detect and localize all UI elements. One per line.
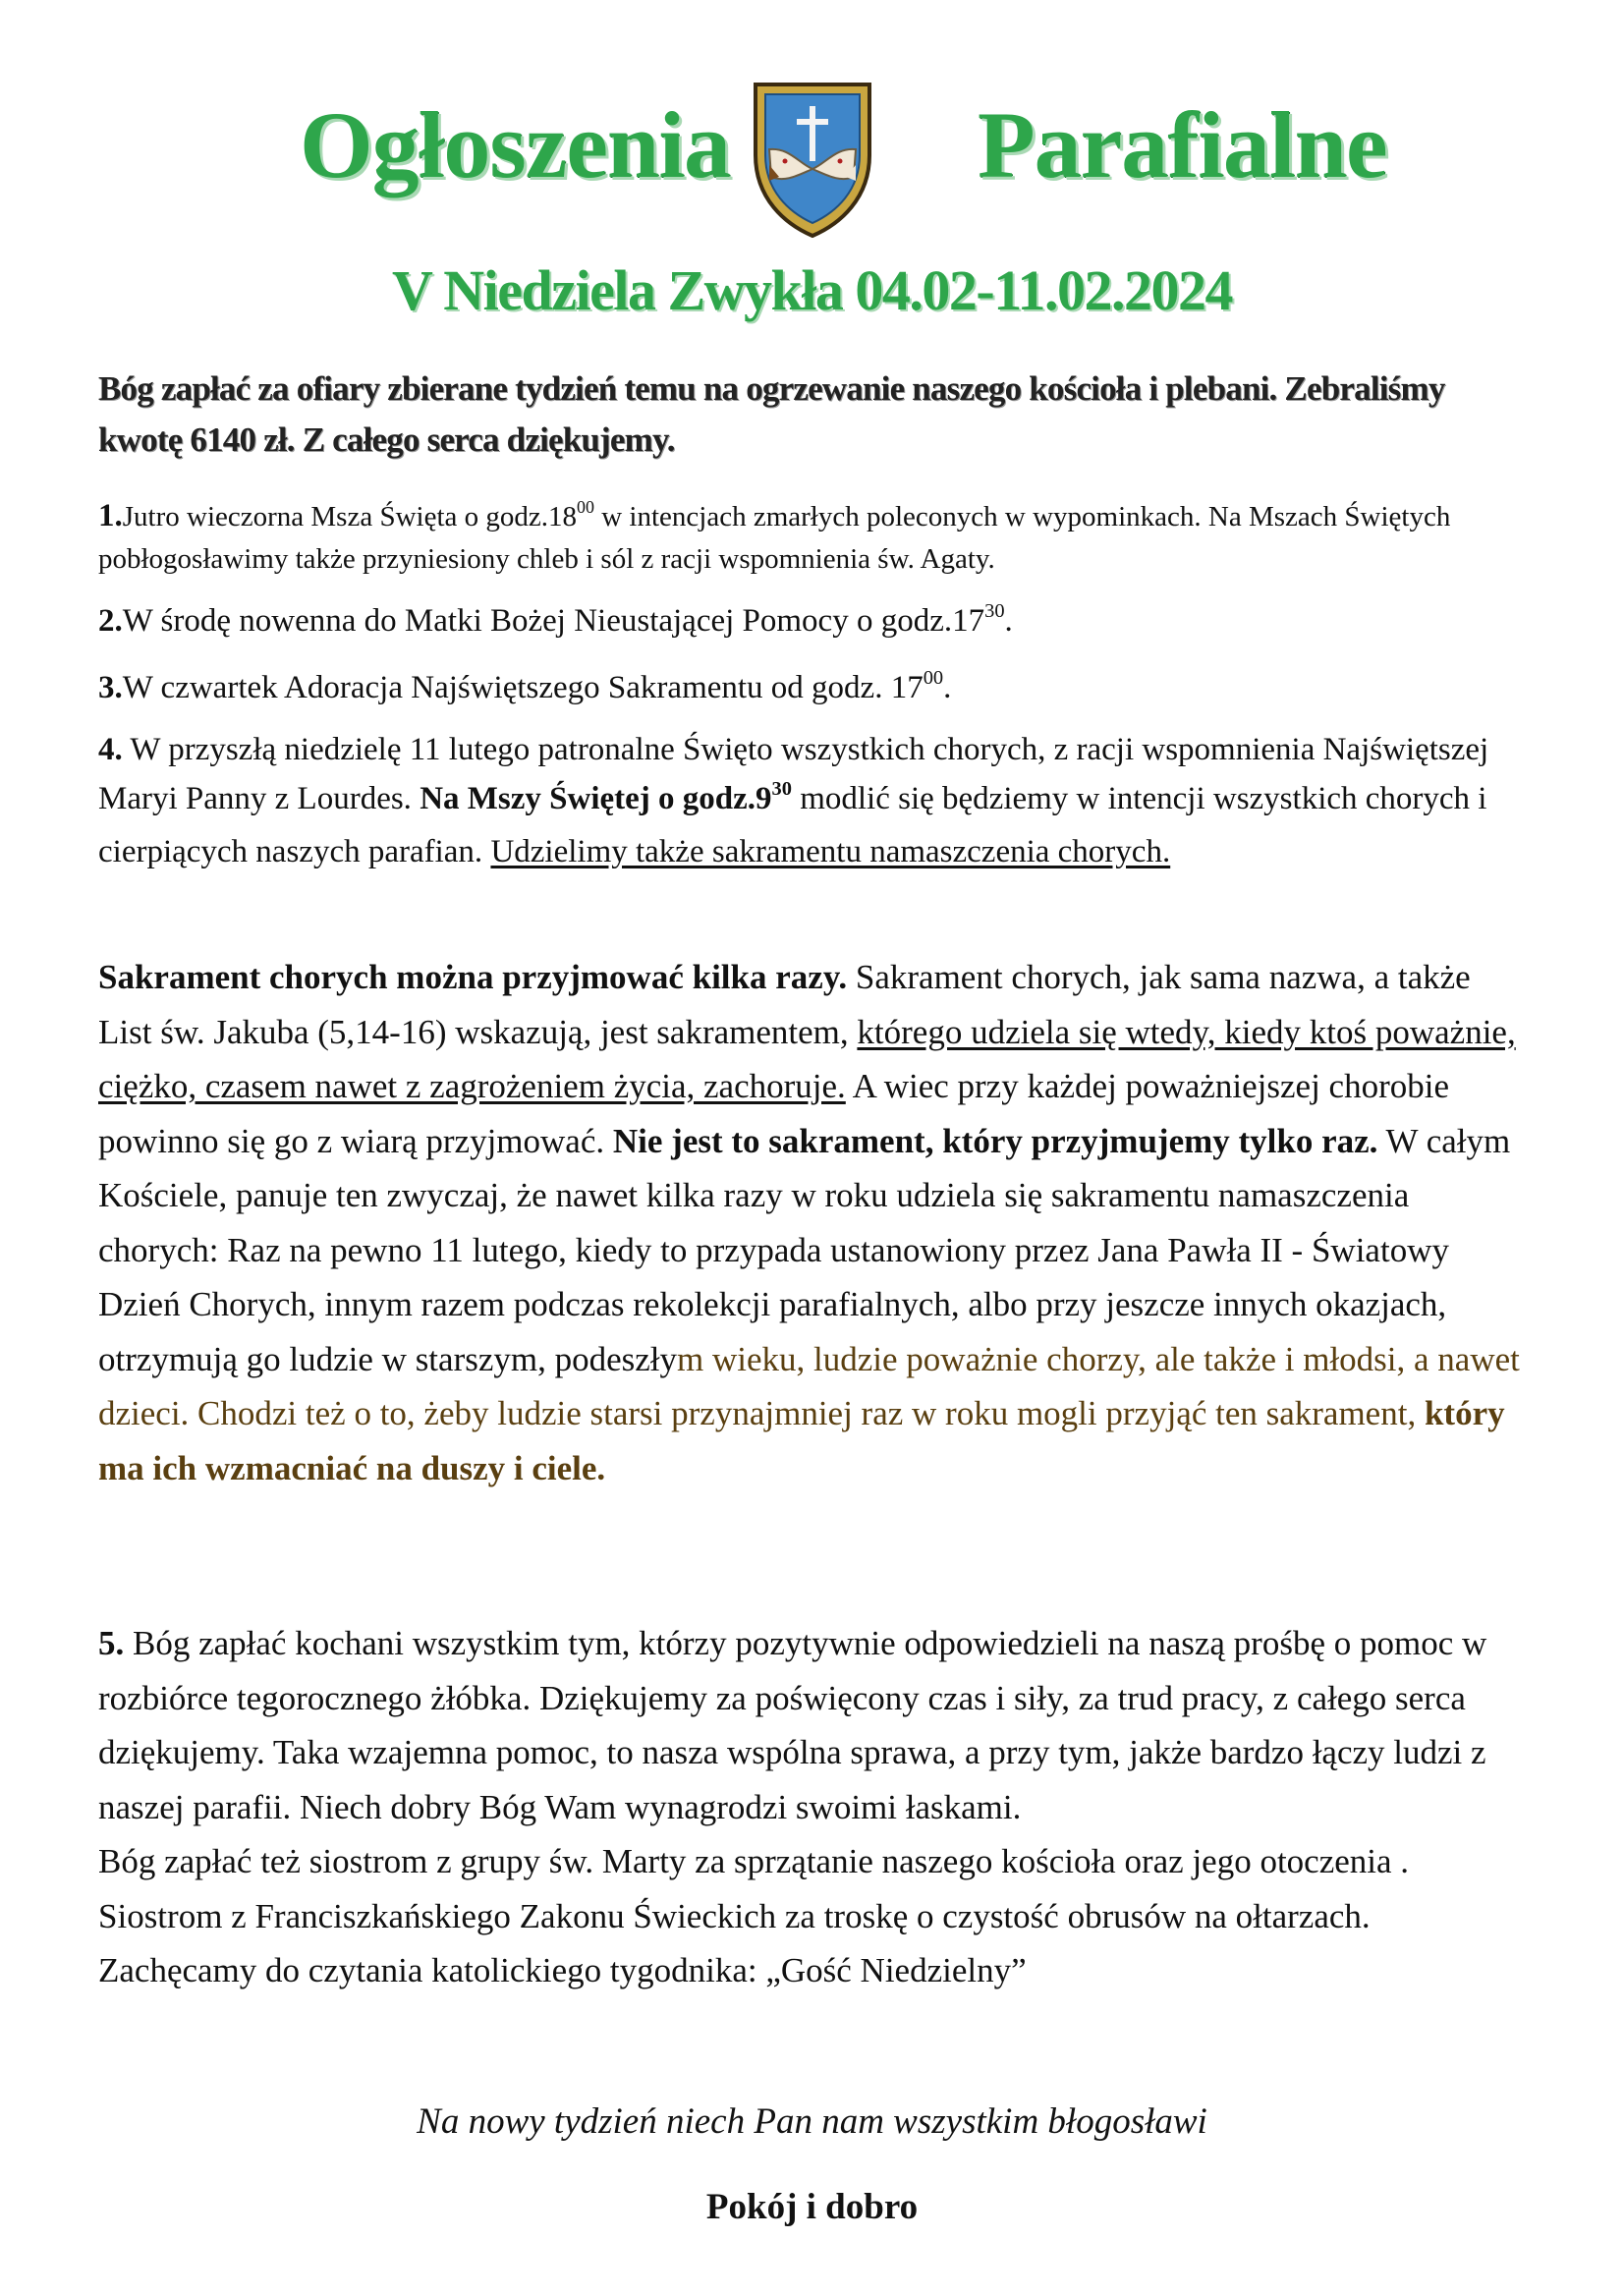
paragraph	[98, 1616, 1523, 1834]
item-text: Jutro wieczorna Msza Święta o godz.18	[122, 501, 578, 532]
title-left: Ogłoszenia	[300, 92, 730, 197]
announcement-1	[98, 496, 1523, 579]
paragraph-text: Sakrament chorych, jak sama nazwa, a także List św. Jakuba (5,14-16) wskazują, jest sakramentem,	[98, 958, 1471, 1051]
bold-text: który ma ich wzmacniać na duszy i ciele.	[98, 1394, 1505, 1487]
superscript: 00	[577, 497, 594, 518]
item-text: W czwartek Adoracja Najświętszego Sakramentu od godz. 17	[122, 670, 924, 705]
sacrament-paragraph	[98, 950, 1523, 1495]
announcement-2	[98, 596, 1523, 649]
item-number: 4.	[98, 732, 123, 767]
paragraph: Bóg zapłać też siostrom z grupy św. Marty za sprzątanie naszego kościoła oraz jego otoczenia . Siostrom z Franciszkańskiego Zakonu Świeckich za troskę o czystość obrusów na ołtarzach.	[98, 1842, 1410, 1935]
paragraph-text: Bóg zapłać kochani wszystkim tym, którzy pozytywnie odpowiedzieli na naszą prośbę o pomoc w rozbiórce tegorocznego żłóbka. Dziękujemy za poświęcony czas i siły, za trud pracy, z całego serca dziękujemy. Taka wzajemna pomoc, to nasza wspólna sprawa, a przy tym, jakże bardzo łączy ludzi z naszej parafii. Niech dobry Bóg Wam wynagrodzi swoimi łaskami.	[98, 1624, 1487, 1826]
superscript: 30	[984, 599, 1005, 622]
bold-text: Na Mszy Świętej o godz.9	[420, 781, 772, 816]
subtitle: V Niedziela Zwykła 04.02-11.02.2024	[391, 258, 1233, 322]
announcement-5	[98, 1616, 1523, 1998]
item-text: w intencjach zmarłych poleconych w wypominkach. Na Mszach Świętych pobłogosławimy także przyniesiony chleb i sól z racji wspomnienia św. Agaty.	[98, 501, 1451, 575]
item-text: .	[943, 670, 952, 705]
item-number: 3.	[98, 670, 123, 705]
blessing: Na nowy tydzień niech Pan nam wszystkim błogosławi	[417, 2101, 1207, 2142]
franciscan-crest-icon	[750, 79, 875, 241]
paragraph: Zachęcamy do czytania katolickiego tygodnika: „Gość Niedzielny”	[98, 1951, 1027, 1989]
bold-text: Nie jest to sakrament, który przyjmujemy tylko raz.	[612, 1121, 1378, 1160]
title-right: Parafialne	[978, 92, 1387, 197]
item-number: 1.	[98, 498, 123, 533]
superscript: 30	[771, 777, 792, 800]
item-number: 5.	[98, 1624, 125, 1662]
header	[0, 71, 1624, 267]
paragraph-text: W całym Kościele, panuje ten zwyczaj, że nawet kilka razy w roku udziela się sakramentu namaszczenia chorych: Raz na pewno 11 lutego, kiedy to przypada ustanowiony przez Jana Pawła II - Światowy Dzień Chorych, innym razem podczas rekolekcji parafialnych, albo przy jeszcze innych okazjach, otrzymują go ludzie w starszym, podeszły	[98, 1121, 1511, 1378]
bold-text: Sakrament chorych można przyjmować kilka razy.	[98, 958, 848, 996]
item-text: modlić się będziemy w intencji wszystkich chorych i cierpiących naszych parafian.	[98, 781, 1487, 869]
closing-greeting: Pokój i dobro	[705, 2187, 919, 2227]
underlined-text: Udzielimy także sakramentu namaszczenia chorych.	[490, 834, 1171, 869]
item-text: W środę nowenna do Matki Bożej Nieustającej Pomocy o godz.17	[122, 603, 985, 639]
item-text: .	[1004, 603, 1013, 639]
underlined-text: którego udziela się wtedy, kiedy ktoś poważnie, ciężko, czasem nawet z zagrożeniem życia, zachoruje.	[98, 1012, 1516, 1105]
paragraph-text: m wieku, ludzie poważnie chorzy, ale także i młodsi, a nawet dzieci. Chodzi też o to, żeby ludzie starsi przynajmniej raz w roku mogli przyjąć ten sakrament,	[98, 1339, 1520, 1432]
announcement-3	[98, 663, 1523, 716]
item-text: W przyszłą niedzielę 11 lutego patronalne Święto wszystkich chorych, z racji wspomnienia Najświętszej Maryi Panny z Lourdes.	[98, 732, 1489, 816]
announcement-4	[98, 725, 1523, 876]
item-number: 2.	[98, 603, 123, 639]
paragraph-text: A wiec przy każdej poważniejszej chorobie powinno się go z wiarą przyjmować.	[98, 1067, 1449, 1160]
superscript: 00	[923, 666, 944, 689]
intro-paragraph: Bóg zapłać za ofiary zbierane tydzień temu na ogrzewanie naszego kościoła i plebani. Zebraliśmy kwotę 6140 zł. Z całego serca dziękujemy.	[98, 369, 1445, 459]
